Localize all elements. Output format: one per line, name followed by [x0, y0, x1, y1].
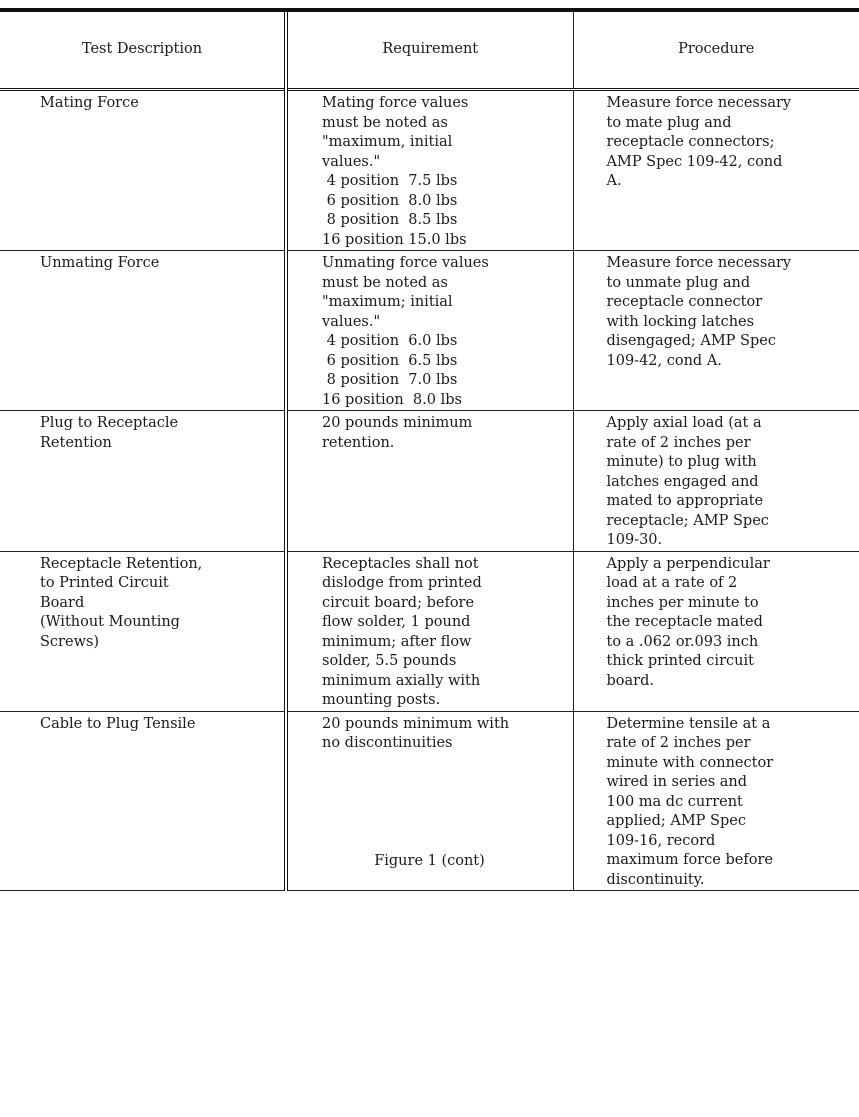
procedure-line: Determine tensile at a: [606, 715, 771, 732]
requirement-line: 6 position 8.0 lbs: [322, 192, 458, 209]
procedure-line: to mate plug and: [606, 114, 732, 131]
test-description-line: Unmating Force: [40, 255, 160, 271]
procedure-cell: [573, 411, 859, 552]
requirement-cell: [286, 551, 573, 711]
header-requirement: Requirement: [286, 12, 573, 90]
requirement-line: 8 position 7.0 lbs: [322, 372, 458, 388]
procedure-line: rate of 2 inches per: [606, 434, 751, 451]
procedure-line: Apply axial load (at a: [606, 415, 762, 431]
requirement-line: dislodge from printed: [322, 575, 482, 591]
procedure-line: with locking latches: [606, 313, 755, 330]
procedure-line: to unmate plug and: [606, 274, 751, 291]
procedure-line: load at a rate of 2: [606, 575, 738, 591]
test-description-line: Board: [40, 594, 85, 611]
procedure-line: rate of 2 inches per: [606, 735, 751, 751]
requirement-line: 16 position 15.0 lbs: [322, 231, 467, 248]
requirement-cell: [286, 411, 573, 552]
requirement-line: 16 position 8.0 lbs: [322, 391, 462, 408]
requirement-line: mounting posts.: [322, 692, 441, 708]
requirement-line: minimum axially with: [322, 672, 481, 689]
test-description-line: (Without Mounting: [40, 614, 180, 630]
procedure-line: 100 ma dc current: [606, 793, 743, 810]
requirement-line: "maximum, initial: [322, 134, 453, 150]
procedure-line: 109-42, cond A.: [606, 352, 722, 369]
procedure-line: receptacle connectors;: [606, 134, 775, 150]
procedure-cell: [573, 90, 859, 251]
table-row: [0, 251, 859, 411]
table-row: [0, 551, 859, 711]
test-description-line: Receptacle Retention,: [40, 555, 203, 572]
requirement-line: 6 position 6.5 lbs: [322, 352, 458, 369]
procedure-line: latches engaged and: [606, 473, 759, 490]
procedure-line: 109-16, record: [606, 832, 716, 849]
procedure-line: Measure force necessary: [606, 255, 792, 271]
requirement-line: values.": [322, 313, 381, 330]
procedure-line: mated to appropriate: [606, 493, 764, 509]
requirement-line: 4 position 6.0 lbs: [322, 333, 458, 349]
figure-caption: Figure 1 (cont): [374, 853, 485, 869]
test-description-cell: [0, 551, 286, 711]
test-description-line: Screws): [40, 633, 100, 650]
procedure-line: maximum force before: [606, 852, 773, 868]
requirement-line: must be noted as: [322, 274, 448, 291]
procedure-line: wired in series and: [606, 774, 748, 790]
requirement-line: retention.: [322, 434, 395, 451]
procedure-line: applied; AMP Spec: [606, 813, 746, 829]
requirement-line: flow solder, 1 pound: [322, 614, 471, 630]
procedure-line: Measure force necessary: [606, 95, 792, 111]
requirement-line: solder, 5.5 pounds: [322, 653, 457, 669]
procedure-line: disengaged; AMP Spec: [606, 333, 776, 349]
requirement-line: Unmating force values: [322, 255, 489, 271]
requirement-line: minimum; after flow: [322, 633, 472, 650]
procedure-line: to a .062 or.093 inch: [606, 633, 759, 650]
requirement-line: circuit board; before: [322, 594, 475, 611]
procedure-line: inches per minute to: [606, 594, 759, 611]
procedure-line: AMP Spec 109-42, cond: [606, 153, 783, 170]
procedure-line: board.: [606, 672, 654, 689]
procedure-line: discontinuity.: [606, 871, 705, 888]
requirement-line: must be noted as: [322, 114, 448, 131]
procedure-line: Apply a perpendicular: [606, 555, 770, 572]
test-description-cell: [0, 251, 286, 411]
requirement-line: Receptacles shall not: [322, 555, 479, 572]
procedure-line: thick printed circuit: [606, 653, 754, 669]
test-description-line: Mating Force: [40, 95, 139, 111]
requirement-line: 4 position 7.5 lbs: [322, 173, 458, 189]
test-description-cell: [0, 411, 286, 552]
test-description-cell: [0, 90, 286, 251]
requirement-line: values.": [322, 153, 381, 170]
test-requirements-table: [0, 12, 859, 891]
test-description-line: Cable to Plug Tensile: [40, 715, 196, 732]
procedure-line: the receptacle mated: [606, 614, 763, 630]
procedure-cell: [573, 251, 859, 411]
requirement-cell: [286, 251, 573, 411]
requirement-line: "maximum; initial: [322, 294, 453, 310]
requirement-line: 20 pounds minimum: [322, 415, 473, 431]
test-description-line: to Printed Circuit: [40, 575, 169, 591]
table-row: [0, 90, 859, 251]
requirement-line: 8 position 8.5 lbs: [322, 212, 458, 228]
table-row: [0, 411, 859, 552]
procedure-line: minute with connector: [606, 754, 774, 771]
requirement-line: Mating force values: [322, 95, 469, 111]
procedure-cell: [573, 551, 859, 711]
requirement-line: no discontinuities: [322, 735, 453, 751]
table-header-row: [0, 12, 859, 90]
requirement-line: 20 pounds minimum with: [322, 715, 510, 732]
header-test-description: Test Description: [0, 12, 286, 90]
procedure-line: 109-30.: [606, 532, 663, 548]
header-procedure: Procedure: [573, 12, 859, 90]
test-description-line: Plug to Receptacle: [40, 415, 179, 431]
procedure-line: receptacle connector: [606, 294, 763, 310]
requirement-cell: [286, 90, 573, 251]
test-description-line: Retention: [40, 434, 112, 451]
procedure-line: minute) to plug with: [606, 454, 757, 470]
procedure-line: receptacle; AMP Spec: [606, 512, 769, 529]
procedure-line: A.: [606, 173, 622, 189]
